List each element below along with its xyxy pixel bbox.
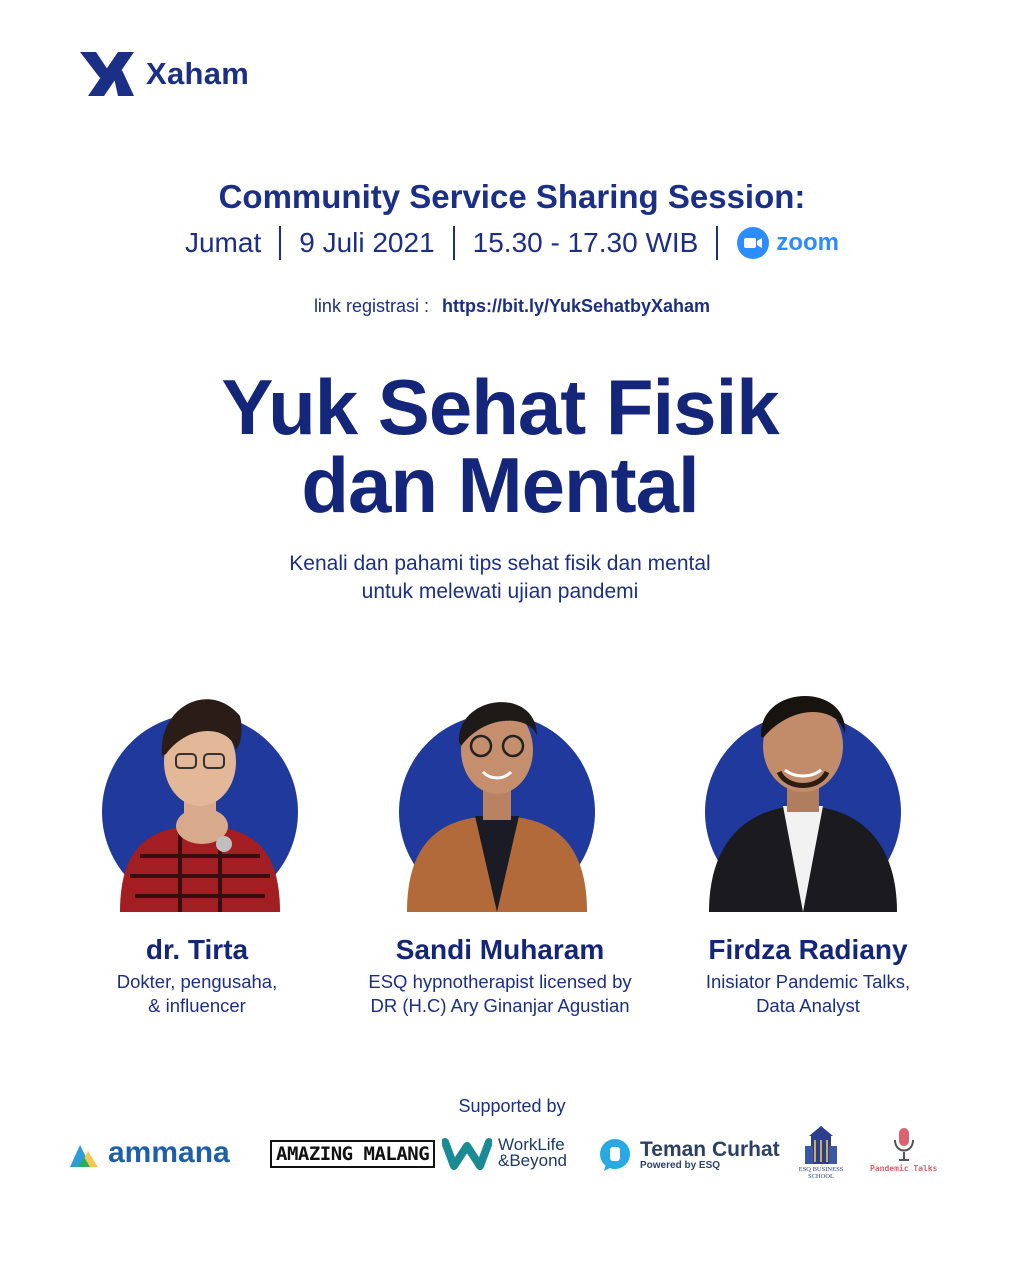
building-icon	[801, 1124, 841, 1166]
amazing-malang-label: AMAZING MALANG	[276, 1143, 430, 1165]
registration	[0, 296, 1024, 317]
sponsor-worklife	[442, 1136, 584, 1170]
speaker-name: Sandi Muharam	[395, 934, 605, 965]
subtitle	[0, 550, 1000, 606]
esq-label: ESQ BUSINESS SCHOOL	[798, 1166, 844, 1180]
brand-logo	[78, 50, 249, 98]
sponsor-ammana	[68, 1136, 230, 1170]
speaker-card	[340, 934, 660, 1018]
divider	[453, 226, 455, 260]
session-time: 15.30 - 17.30 WIB	[472, 227, 699, 258]
teman-curhat-text	[640, 1137, 780, 1171]
subtitle-line-2: untuk melewati ujian pandemi	[361, 580, 639, 603]
speaker-role	[47, 970, 347, 1018]
speaker-card	[658, 934, 958, 1018]
speaker-role	[340, 970, 660, 1018]
sponsor-esq-business-school	[786, 1124, 856, 1180]
session-info-row	[0, 226, 1024, 260]
speaker-name: dr. Tirta	[145, 934, 249, 965]
speaker-role-line: ESQ hypnotherapist licensed by	[368, 971, 632, 992]
powered-by-label: Powered by ESQ	[640, 1159, 721, 1171]
speaker-2-photo	[397, 676, 597, 912]
speaker-role-line: & influencer	[148, 995, 246, 1016]
speaker-name: Firdza Radiany	[708, 934, 908, 965]
teman-curhat-label: Teman Curhat	[640, 1137, 780, 1161]
registration-label: link registrasi :	[313, 296, 429, 316]
sponsor-pandemic-talks	[870, 1126, 937, 1173]
zoom-label: zoom	[776, 229, 840, 256]
headline	[0, 363, 1000, 529]
worklife-w-icon	[442, 1136, 492, 1170]
session-day: Jumat	[184, 227, 262, 258]
divider	[716, 226, 718, 260]
ammana-icon	[68, 1137, 100, 1169]
session-title: Community Service Sharing Session:	[218, 178, 806, 215]
speaker-role-line: Inisiator Pandemic Talks,	[705, 971, 911, 992]
zoom-icon	[736, 226, 770, 260]
speaker-1-photo	[100, 676, 300, 912]
divider	[279, 226, 281, 260]
xaham-x-icon	[78, 50, 136, 98]
subtitle-line-1: Kenali dan pahami tips sehat fisik dan mental	[289, 552, 711, 575]
supported-by-label: Supported by	[458, 1096, 566, 1116]
sponsor-amazing-malang	[270, 1140, 435, 1168]
worklife-label: WorkLife &Beyond	[498, 1135, 567, 1170]
microphone-icon	[891, 1126, 917, 1164]
session-date: 9 Juli 2021	[299, 227, 435, 258]
zoom-logo	[736, 226, 839, 260]
ammana-label: ammana	[108, 1136, 230, 1169]
sponsor-teman-curhat	[598, 1138, 780, 1172]
registration-link[interactable]: https://bit.ly/YukSehatbyXaham	[441, 296, 711, 316]
speaker-role-line: Dokter, pengusaha,	[116, 971, 278, 992]
speaker-role	[658, 970, 958, 1018]
speaker-role-line: DR (H.C) Ary Ginanjar Agustian	[370, 995, 630, 1016]
brand-name: Xaham	[146, 56, 250, 91]
chat-bubble-icon	[598, 1138, 632, 1172]
speaker-3-photo	[703, 676, 903, 912]
headline-line-2: dan Mental	[301, 441, 699, 529]
pandemic-talks-label: Pandemic Talks	[870, 1164, 938, 1173]
headline-line-1: Yuk Sehat Fisik	[221, 363, 779, 451]
speaker-card	[47, 934, 347, 1018]
speaker-role-line: Data Analyst	[756, 995, 860, 1016]
